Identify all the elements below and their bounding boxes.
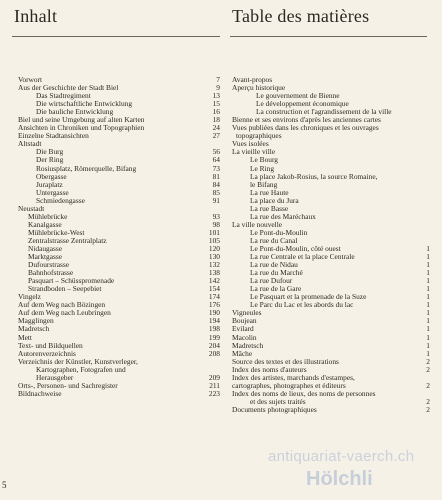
toc-entry-title: Le Pont-du-Moulin, côté ouest (250, 243, 341, 253)
toc-entry-title: La rue de la Gare (250, 284, 302, 294)
toc-entry-title: Schmiedengasse (36, 195, 85, 205)
toc-entry-title: Aus der Geschichte der Stadt Biel (18, 83, 119, 93)
toc-entry-page: 130 (208, 252, 220, 262)
toc-column-french (232, 76, 442, 414)
toc-entry-page: 105 (208, 235, 220, 245)
toc-entry-title: topographiques (236, 131, 282, 141)
toc-entry (232, 317, 442, 325)
toc-entry-title: Magglingen (18, 316, 54, 326)
toc-entry-page: 91 (212, 195, 220, 205)
toc-entry-page: 2 (426, 404, 430, 414)
toc-entry-title: Mühlebrücke-West (28, 227, 85, 237)
toc-entry-title: La vieille ville (232, 147, 276, 157)
toc-entry-title: Le Pont-du-Moulin (250, 227, 308, 237)
toc-entry-page: 199 (208, 332, 220, 342)
toc-entry-page: 194 (208, 316, 220, 326)
toc-entry-title: Biel und seine Umgebung auf alten Karten (18, 115, 145, 125)
toc-entry-page: 15 (212, 99, 220, 109)
toc-entry-title: Der Ring (36, 155, 64, 165)
toc-entry (232, 301, 442, 309)
toc-entry-title: Bildnachweise (18, 388, 62, 398)
toc-entry-page: 1 (426, 276, 430, 286)
toc-entry (18, 197, 222, 205)
toc-entry-title: Die wirtschaftliche Entwicklung (36, 99, 133, 109)
toc-entry-page: 93 (212, 211, 220, 221)
toc-entry-title: Pasquart – Schüsspromenade (28, 276, 115, 286)
toc-entry-title: Vues publiées dans les chroniques et les ouvrages (232, 123, 379, 133)
toc-entry-title: La rue de Nidau (250, 260, 298, 270)
toc-entry-title: Le Bourg (250, 155, 278, 165)
toc-entry-page: 13 (212, 91, 220, 101)
toc-entry-page: 84 (212, 179, 220, 189)
toc-entry-page: 2 (426, 380, 430, 390)
toc-entry-title: Marktgasse (28, 252, 63, 262)
toc-entry-title: Source des textes et des illustrations (232, 356, 339, 366)
toc-entry-page: 18 (212, 115, 220, 125)
toc-entry-page: 142 (208, 276, 220, 286)
title-divider-right (230, 36, 427, 37)
toc-entry-page: 98 (212, 219, 220, 229)
watermark-name: Hölchli (306, 468, 373, 490)
toc-entry-page: 24 (212, 123, 220, 133)
toc-entry-title: Dufourstrasse (28, 260, 70, 270)
toc-entry-title: Le Pasquart et la promenade de la Suze (250, 292, 367, 302)
toc-entry-page: 1 (426, 260, 430, 270)
toc-entry-page: 1 (426, 268, 430, 278)
toc-entry-title: Auf dem Weg nach Leubringen (18, 308, 111, 318)
toc-entry-page: 64 (212, 155, 220, 165)
toc-entry-title: Mâche (232, 348, 253, 358)
toc-entry (232, 406, 442, 414)
toc-entry-page: 73 (212, 163, 220, 173)
toc-entry-title: La rue Centrale et la place Centrale (250, 252, 355, 262)
toc-entry-title: Nidaugasse (28, 243, 63, 253)
toc-entry-page: 1 (426, 332, 430, 342)
toc-entry-title: Text- und Bildquellen (18, 340, 83, 350)
title-german: Inhalt (14, 6, 58, 26)
toc-entry-title: Einzelne Stadtansichten (18, 131, 89, 141)
toc-entry-page: 132 (208, 260, 220, 270)
toc-entry-page: 2 (426, 364, 430, 374)
toc-entry-page: 190 (208, 308, 220, 318)
toc-entry-title: Vues isolées (232, 139, 269, 149)
toc-entry-page: 1 (426, 340, 430, 350)
toc-entry-page: 1 (426, 243, 430, 253)
toc-entry-title: La rue du Marché (250, 268, 303, 278)
watermark (268, 440, 428, 500)
title-divider-left (12, 36, 220, 37)
watermark-url: antiquariat-vaerch.ch (268, 448, 415, 465)
toc-entry-title: La rue des Maréchaux (250, 211, 316, 221)
toc-entry-page: 211 (209, 380, 220, 390)
toc-entry (18, 132, 222, 140)
toc-entry-title: Le Parc du Lac et les abords du lac (250, 300, 354, 310)
toc-entry-title: La rue Haute (250, 187, 289, 197)
toc-entry-title: Autorenverzeichnis (18, 348, 76, 358)
toc-entry-page: 120 (208, 243, 220, 253)
toc-entry-title: La construction et l'agrandissement de la ville (256, 107, 392, 117)
toc-entry-page: 138 (208, 268, 220, 278)
toc-entry-title: Index des artistes, marchands d'estampes, (232, 372, 355, 382)
toc-entry-title: Avant-propos (232, 75, 273, 84)
toc-entry-page: 81 (212, 171, 220, 181)
toc-entry-page: 1 (426, 252, 430, 262)
toc-entry-title: Rosiusplatz, Römerquelle, Bifang (36, 163, 137, 173)
toc-entry-title: Juraplatz (36, 179, 63, 189)
toc-entry-title: Altstadt (18, 139, 42, 149)
toc-column-german (18, 76, 222, 398)
toc-entry-page: 1 (426, 316, 430, 326)
toc-entry-page: 16 (212, 107, 220, 117)
toc-entry-title: Le gouvernement de Bienne (256, 91, 340, 101)
toc-entry-page: 204 (208, 340, 220, 350)
toc-entry-title: Untergasse (36, 187, 69, 197)
toc-entry-title: Bahnhofstrasse (28, 268, 74, 278)
toc-entry (232, 342, 442, 350)
page-number: 5 (2, 480, 7, 490)
title-french: Table des matières (232, 6, 370, 26)
toc-entry-title: Macolin (232, 332, 257, 342)
toc-entry-title: Zentralstrasse Zentralplatz (28, 235, 107, 245)
toc-entry-title: Verzeichnis der Künstler, Kunstverleger, (18, 356, 138, 366)
toc-entry-title: Kanalgasse (28, 219, 62, 229)
toc-entry-title: Boujean (232, 316, 257, 326)
toc-entry-title: Die bauliche Entwicklung (36, 107, 114, 117)
toc-entry-page: 7 (216, 75, 220, 84)
toc-entry-title: cartographes, photographes et éditeurs (232, 380, 346, 390)
toc-entry-title: Madretsch (18, 324, 50, 334)
toc-entry-title: Vigneules (232, 308, 262, 318)
toc-entry-title: Neustadt (18, 203, 45, 213)
toc-entry-title: Die Burg (36, 147, 64, 157)
toc-entry-title: La ville nouvelle (232, 219, 283, 229)
toc-entry-title: Obergasse (36, 171, 67, 181)
toc-entry-page: 154 (208, 284, 220, 294)
toc-entry-page: 208 (208, 348, 220, 358)
toc-entry-page: 174 (208, 292, 220, 302)
toc-entry-title: La rue Dufour (250, 276, 293, 286)
toc-entry (18, 390, 222, 398)
toc-entry (232, 309, 442, 317)
toc-entry-title: Le développement économique (256, 99, 349, 109)
toc-entry-page: 1 (426, 284, 430, 294)
toc-entry-title: Das Stadtregiment (36, 91, 91, 101)
toc-entry-title: le Bifang (250, 179, 278, 189)
toc-entry-title: Index des noms de lieux, des noms de personnes (232, 388, 376, 398)
toc-entry-title: Evilard (232, 324, 254, 334)
toc-entry-page: 101 (208, 227, 220, 237)
toc-entry-page: 9 (216, 83, 220, 93)
toc-entry-title: Documents photographiques (232, 404, 317, 414)
toc-entry-title: Mett (18, 332, 32, 342)
toc-entry-page: 1 (426, 348, 430, 358)
toc-entry-page: 176 (208, 300, 220, 310)
toc-entry-title: Index des noms d'auteurs (232, 364, 307, 374)
toc-entry-title: Vingelz (18, 292, 41, 302)
toc-entry-title: La place du Jura (250, 195, 299, 205)
toc-entry-title: Auf dem Weg nach Bözingen (18, 300, 106, 310)
toc-entry-title: Strandboden – Seepebiet (28, 284, 102, 294)
toc-entry-page: 1 (426, 300, 430, 310)
toc-entry-title: Bienne et ses environs d'après les anciennes cartes (232, 115, 381, 125)
toc-entry-title: Madretsch (232, 340, 264, 350)
toc-entry-title: Orts-, Personen- und Sachregister (18, 380, 118, 390)
toc-entry-title: Herausgeber (36, 372, 74, 382)
toc-entry-page: 1 (426, 324, 430, 334)
toc-entry-page: 223 (208, 388, 220, 398)
toc-entry (18, 285, 222, 293)
toc-entry-title: La rue du Canal (250, 235, 298, 245)
toc-entry-title: et des sujets traités (250, 396, 306, 406)
toc-entry-page: 2 (426, 396, 430, 406)
toc-entry-title: La rue Basse (250, 203, 289, 213)
toc-entry (232, 334, 442, 342)
toc-entry-page: 56 (212, 147, 220, 157)
toc-entry-page: 198 (208, 324, 220, 334)
toc-entry-page: 27 (212, 131, 220, 141)
toc-entry-title: Kartographen, Fotografen und (36, 364, 126, 374)
toc-entry-page: 85 (212, 187, 220, 197)
toc-entry-title: Mühlebrücke (28, 211, 68, 221)
toc-entry-title: Aperçu historique (232, 83, 286, 93)
toc-entry-page: 2 (426, 356, 430, 366)
toc-entry-page: 1 (426, 292, 430, 302)
toc-entry (18, 325, 222, 333)
toc-entry (232, 325, 442, 333)
toc-entry-title: Vorwort (18, 75, 43, 84)
toc-entry-title: Le Ring (250, 163, 275, 173)
toc-entry-page: 1 (426, 308, 430, 318)
toc-entry-page: 209 (208, 372, 220, 382)
toc-entry-title: Ansichten in Chroniken und Topographien (18, 123, 145, 133)
toc-entry-title: La place Jakob-Rosius, la source Romaine, (250, 171, 378, 181)
